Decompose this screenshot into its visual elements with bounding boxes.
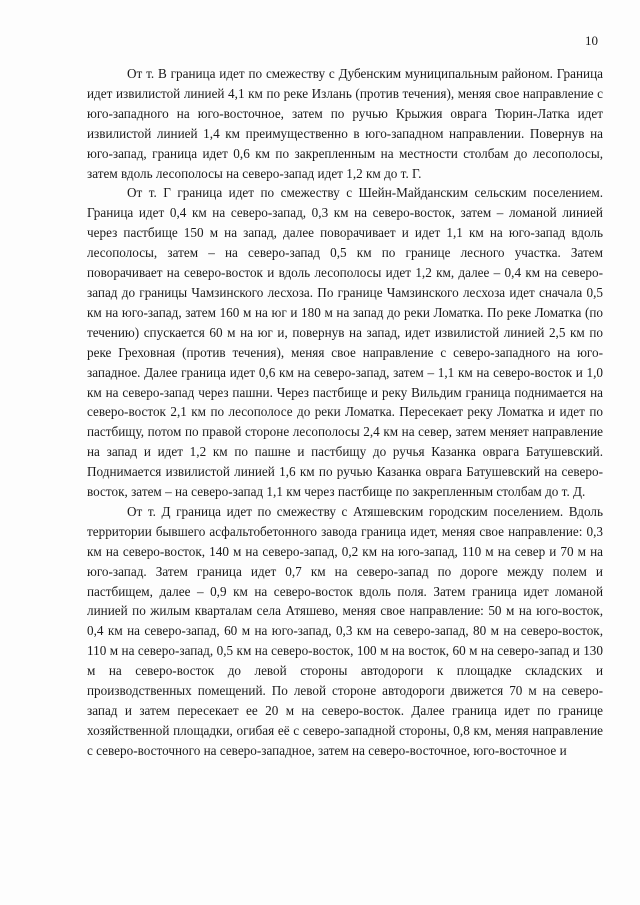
page-number: 10 [585,33,598,48]
paragraph-point-d: От т. Д граница идет по смежеству с Атяшевским городским поселением. Вдоль территории бывшего асфальтобетонного завода граница идет, меняя свое направление: 0,3 км на северо-восток, 140 м на северо-запад, 0,2 км на юго-запад, 110 м на север и 70 м на юго-запад. Затем граница идет 0,7 км на северо-запад по дороге между полем и пастбищем, далее – 0,9 км на северо-восток вдоль поля. Затем граница идет ломаной линией по жилым кварталам села Атяшево, меняя свое направление: 50 м на юго-восток, 0,4 км на северо-запад, 60 м на юго-запад, 0,3 км на северо-запад, 80 м на северо-восток, 110 м на северо-запад, 0,5 км на северо-восток, 100 м на восток, 60 м на северо-запад и 130 м на северо-восток до левой стороны автодороги к площадке складских и производственных помещений. По левой стороне автодороги движется 70 м на северо-запад и затем пересекает ее 20 м на северо-восток. Далее граница идет по границе хозяйственной площадки, огибая её с северо-западной стороны, 0,8 км, меняя направление с северо-восточного на северо-западное, затем на северо-восточное, юго-восточное и [87,503,603,758]
paragraph-point-v: От т. В граница идет по смежеству с Дубенским муниципальным районом. Граница идет извилистой линией 4,1 км по реке Излань (против течения), меняя свое направление с юго-западного на юго-восточное, затем по ручью Крыжия оврага Тюрин-Латка идет извилистой линией 1,4 км преимущественно в юго-западном направлении. Повернув на юго-запад, граница идет 0,6 км по закрепленным на местности столбам до лесополосы, затем вдоль лесополосы на северо-запад идет 1,2 км до т. Г. [87,66,603,181]
paragraph-point-g: От т. Г граница идет по смежеству с Шейн-Майданским сельским поселением. Граница идет 0,4 км на северо-запад, 0,3 км на северо-восток, затем – ломаной линией через пастбище 150 м на запад, далее поворачивает и идет 1,1 км на юго-запад вдоль лесополосы, затем – на северо-запад 0,5 км по границе лесного участка. Затем поворачивает на северо-восток и вдоль лесополосы идет 1,2 км, далее – 0,4 км на северо-запад до границы Чамзинского лесхоза. По границе Чамзинского лесхоза идет сначала 0,5 км на юго-запад, затем 160 м на юг и 180 м на запад до реки Ломатка. По реке Ломатка (по течению) спускается 60 м на юг и, повернув на запад, идет извилистой линией 2,5 км по реке Греховная (против течения), меняя свое направление с северо-западного на юго-западное. Далее граница идет 0,6 км на северо-запад, затем – 1,1 км на северо-восток и 1,0 км на северо-запад через пашни. Через пастбище и реку Вильдим граница поднимается на северо-восток 2,1 км по лесополосе до реки Ломатка. Пересекает реку Ломатка и идет по пастбищу, потом по правой стороне лесополосы 2,4 км на север, затем меняет направление на запад и идет 1,2 км по пашне и пастбищу до ручья Казанка оврага Батушевский. Поднимается извилистой линией 1,6 км по ручью Казанка оврага Батушевский на северо-восток, затем – на северо-запад 1,1 км через пастбище по закрепленным столбам до т. Д. [87,185,603,500]
document-body [87,64,603,761]
